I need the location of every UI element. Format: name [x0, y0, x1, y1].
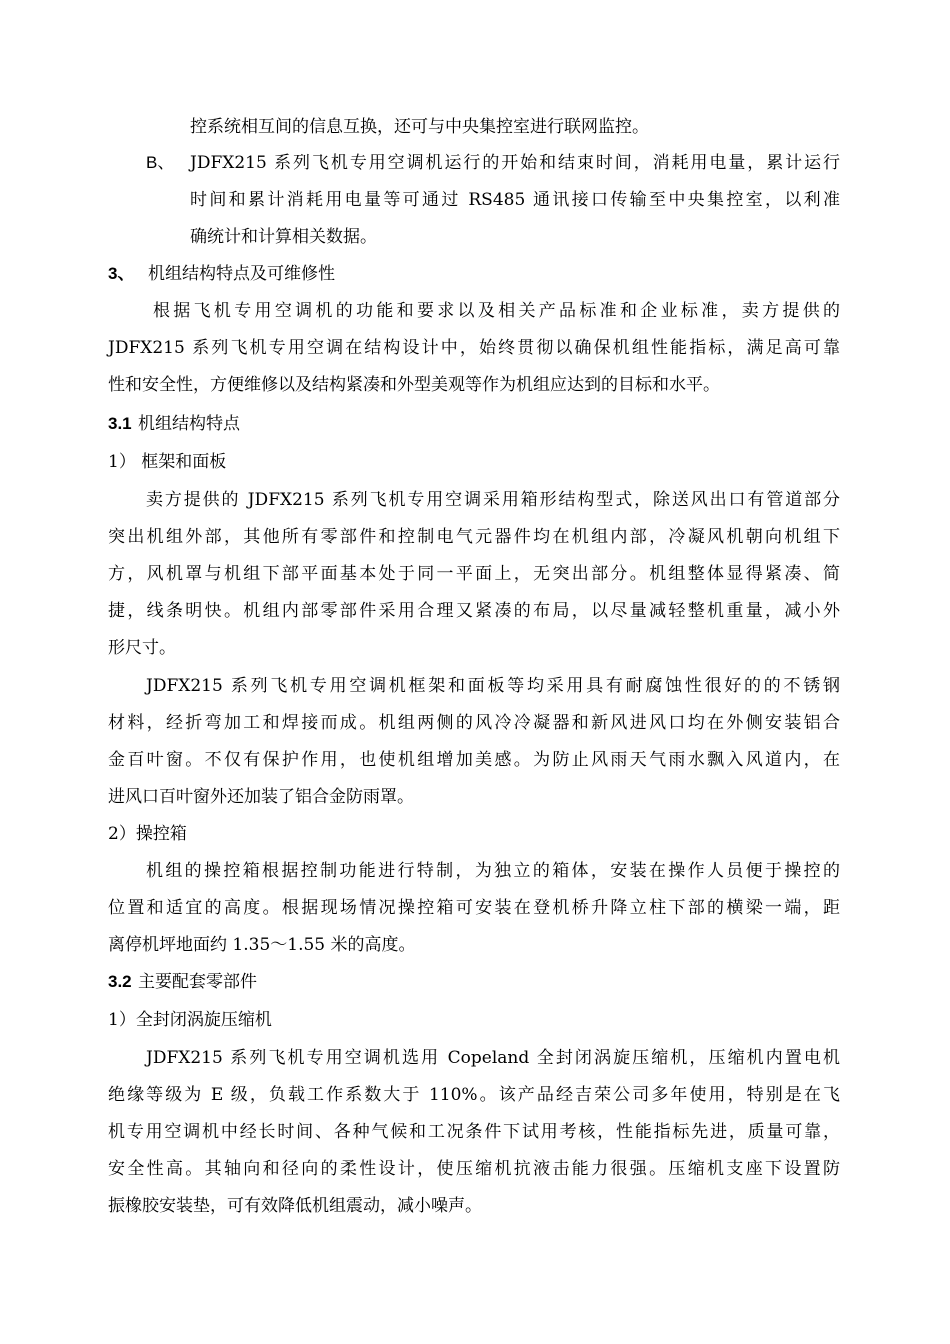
paragraph-line: 确统计和计算相关数据。: [190, 227, 377, 247]
paragraph-line: JDFX215 系列飞机专用空调在结构设计中，始终贯彻以确保机组性能指标，满足高可靠: [108, 338, 840, 358]
paragraph-line: 机专用空调机中经长时间、各种气候和工况条件下试用考核，性能指标先进，质量可靠，: [108, 1122, 840, 1142]
paragraph-line: 进风口百叶窗外还加装了铝合金防雨罩。: [108, 787, 414, 807]
paragraph-line: 离停机坪地面约 1.35～1.55 米的高度。: [108, 935, 416, 955]
section-number: 3、: [108, 264, 135, 283]
paragraph-line: 机组的操控箱根据控制功能进行特制，为独立的箱体，安装在操作人员便于操控的: [146, 861, 840, 881]
section-heading: 机组结构特点及可维修性: [148, 264, 335, 284]
paragraph-line: 位置和适宜的高度。根据现场情况操控箱可安装在登机桥升降立柱下部的横梁一端，距: [108, 898, 840, 918]
paragraph-line: 性和安全性，方便维修以及结构紧凑和外型美观等作为机组应达到的目标和水平。: [108, 375, 720, 395]
paragraph-line: 时间和累计消耗用电量等可通过 RS485 通讯接口传输至中央集控室，以利准: [190, 190, 840, 210]
subsection-number: 3.1: [108, 414, 132, 433]
paragraph-line: 根据飞机专用空调机的功能和要求以及相关产品标准和企业标准，卖方提供的: [153, 301, 840, 321]
paragraph-line: 振橡胶安装垫，可有效降低机组震动，减小噪声。: [108, 1196, 482, 1216]
subsection-heading: 主要配套零部件: [138, 972, 257, 992]
paragraph-line: 捷，线条明快。机组内部零部件采用合理又紧凑的布局，以尽量减轻整机重量，减小外: [108, 601, 840, 621]
paragraph-line: JDFX215 系列飞机专用空调机运行的开始和结束时间，消耗用电量，累计运行: [190, 153, 840, 173]
paragraph-line: JDFX215 系列飞机专用空调机选用 Copeland 全封闭涡旋压缩机，压缩机内置电机: [146, 1048, 840, 1068]
paragraph-line: 突出机组外部，其他所有零部件和控制电气元器件均在机组内部，冷凝风机朝向机组下: [108, 527, 840, 547]
subsection-number: 3.2: [108, 972, 132, 991]
paragraph-line: 安全性高。其轴向和径向的柔性设计，使压缩机抗液击能力很强。压缩机支座下设置防: [108, 1159, 840, 1179]
subsection-heading: 机组结构特点: [138, 414, 240, 434]
item-heading: 1） 框架和面板: [108, 452, 227, 472]
paragraph-line: 材料，经折弯加工和焊接而成。机组两侧的风冷冷凝器和新风进风口均在外侧安装铝合: [108, 713, 840, 733]
item-heading: 1）全封闭涡旋压缩机: [108, 1010, 272, 1030]
paragraph-line: 金百叶窗。不仅有保护作用，也使机组增加美感。为防止风雨天气雨水飘入风道内，在: [108, 750, 840, 770]
item-heading: 2）操控箱: [108, 824, 187, 844]
paragraph-line: 控系统相互间的信息互换，还可与中央集控室进行联网监控。: [190, 117, 649, 137]
paragraph-line: 形尺寸。: [108, 638, 176, 658]
paragraph-line: 绝缘等级为 E 级，负载工作系数大于 110%。该产品经吉荣公司多年使用，特别是在飞: [108, 1085, 840, 1105]
list-marker: B、: [146, 153, 175, 172]
paragraph-line: 方，风机罩与机组下部平面基本处于同一平面上，无突出部分。机组整体显得紧凑、简: [108, 564, 840, 584]
paragraph-line: JDFX215 系列飞机专用空调机框架和面板等均采用具有耐腐蚀性很好的的不锈钢: [146, 676, 840, 696]
paragraph-line: 卖方提供的 JDFX215 系列飞机专用空调采用箱形结构型式，除送风出口有管道部分: [146, 490, 840, 510]
